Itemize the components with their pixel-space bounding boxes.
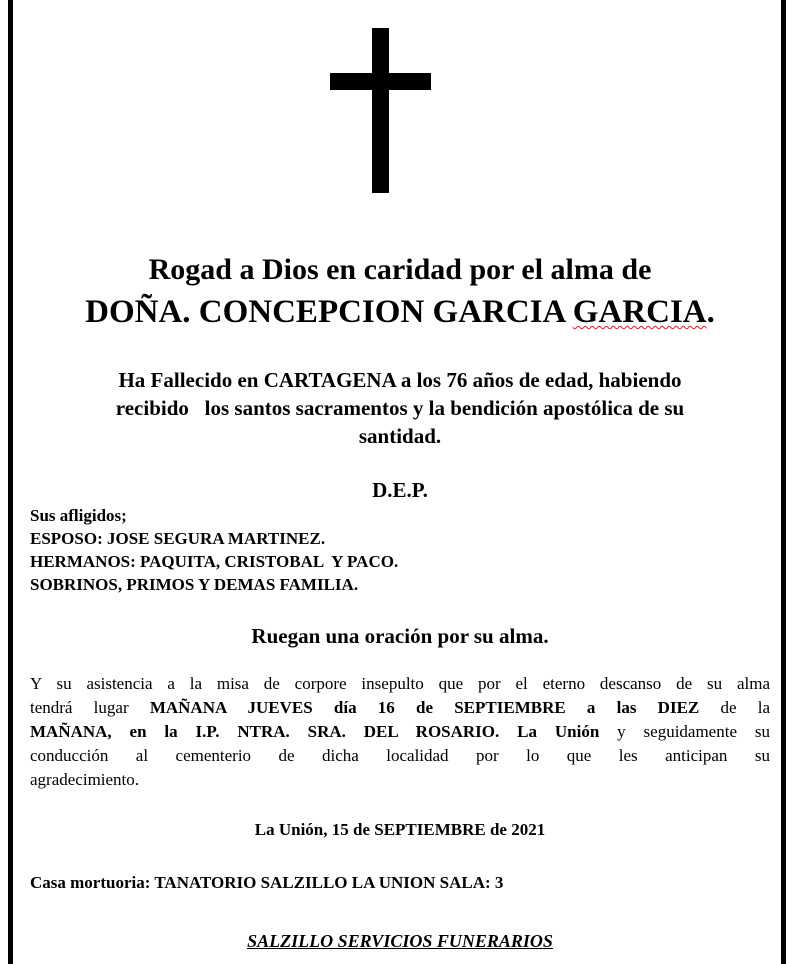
dep-label: D.E.P. bbox=[372, 478, 428, 502]
death-notice-line2: recibido los santos sacramentos y la bendición apostólica de su bbox=[115, 396, 685, 420]
mass-line2-a: tendrá lugar bbox=[30, 698, 150, 717]
death-notice-line1: Ha Fallecido en CARTAGENA a los 76 años de edad, habiendo bbox=[118, 368, 682, 392]
deceased-name bbox=[0, 292, 800, 332]
mass-location: MAÑANA, en la I.P. NTRA. SRA. DEL ROSARIO. La Unión bbox=[30, 722, 600, 741]
mass-date-time: MAÑANA JUEVES día 16 de SEPTIEMBRE a las DIEZ bbox=[149, 698, 700, 717]
death-notice bbox=[50, 366, 750, 450]
company-name: SALZILLO SERVICIOS FUNERARIOS bbox=[247, 931, 553, 951]
cross-horizontal-bar bbox=[330, 73, 431, 90]
dateline: La Unión, 15 de SEPTIEMBRE de 2021 bbox=[254, 820, 546, 839]
cross-icon bbox=[330, 28, 431, 193]
family-spouse: ESPOSO: JOSE SEGURA MARTINEZ. bbox=[30, 529, 326, 548]
family-intro: Sus afligidos; bbox=[30, 506, 127, 525]
mass-line3 bbox=[30, 720, 770, 744]
mass-line3-b: y seguidamente su bbox=[599, 722, 770, 741]
family-list bbox=[30, 504, 398, 596]
prayer-heading: Rogad a Dios en caridad por el alma de bbox=[148, 253, 652, 286]
mass-line5: agradecimiento. bbox=[30, 770, 140, 789]
prayer-request: Ruegan una oración por su alma. bbox=[251, 624, 549, 648]
mass-line2-c: de la bbox=[699, 698, 770, 717]
death-notice-line3: santidad. bbox=[358, 424, 442, 448]
mass-line2 bbox=[30, 696, 770, 720]
deceased-name-part1: DOÑA. CONCEPCION GARCIA bbox=[85, 294, 573, 330]
family-siblings: HERMANOS: PAQUITA, CRISTOBAL Y PACO. bbox=[30, 552, 399, 571]
deceased-name-part2: GARCIA bbox=[572, 294, 707, 330]
cross-vertical-bar bbox=[372, 28, 389, 193]
mass-line1: Y su asistencia a la misa de corpore insepulto que por el eterno descanso de su alma bbox=[30, 674, 770, 693]
family-others: SOBRINOS, PRIMOS Y DEMAS FAMILIA. bbox=[30, 575, 359, 594]
funeral-home: Casa mortuoria: TANATORIO SALZILLO LA UNION SALA: 3 bbox=[30, 873, 504, 892]
deceased-name-part3: . bbox=[706, 294, 715, 330]
mass-paragraph bbox=[30, 672, 770, 792]
mass-line4: conducción al cementerio de dicha localidad por lo que les anticipan su bbox=[30, 746, 770, 765]
